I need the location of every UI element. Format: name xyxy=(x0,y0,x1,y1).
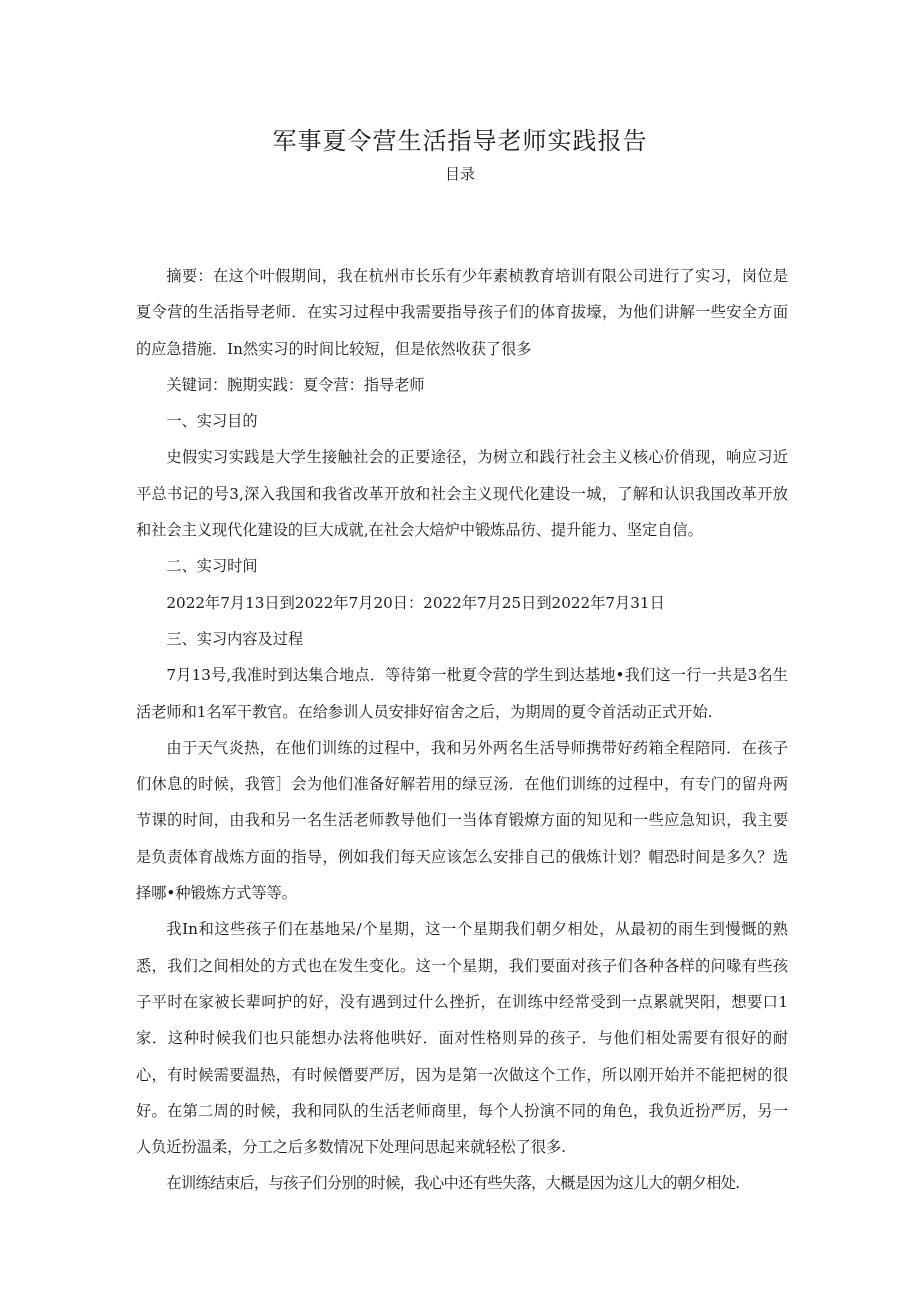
toc-label: 目录 xyxy=(444,165,475,183)
abstract-paragraph: 摘要：在这个叶假期间，我在杭州市长乐有少年素桢教育培训有限公司进行了实习，岗位是夏令营的生活指导老师．在实习过程中我需要指导孩子们的体育拔壕，为他们讲解一些安全方面的应急措施．In然实习的时间比较短，但是依然收获了很多 xyxy=(136,267,788,358)
content-paragraph-1: 7月13号,我准时到达集合地点．等待第一枇夏令营的学生到达基地•我们这一行一共是3名生活老师和1名军干教官。在给参训人员安排好宿舍之后，为期周的夏令首活动正式开始. xyxy=(136,666,788,721)
section-heading-time: 二、实习时间 xyxy=(166,557,258,576)
keywords-paragraph: 关键词：腕期实践：夏令营：指导老师 xyxy=(166,375,425,394)
section-heading-purpose: 一、实习目的 xyxy=(166,412,258,431)
purpose-paragraph: 史假实习实践是大学生接触社会的正要途径，为树立和践行社会主义核心价俏现，响应习近平总书记的号3,深入我国和我省改革开放和社会主义现代化建设一城，了解和认识我国改革开放和社会主义现代化建设的巨大成就,在社会大焙炉中锻炼品彷、提升能力、坚定自信。 xyxy=(136,448,788,540)
content-paragraph-2: 由于天气炎热，在他们训练的过程中，我和另外两名生活导师携带好药箱全程陪同．在孩子们休息的时候，我管］会为他们准备好解若用的绿豆汤．在他们训练的过程中，有专门的留舟两节课的时间，由我和另一名生活老师教导他们一当体育锻燎方面的知见和一些应急知识，我主要是负责体育战炼方面的指导，例如我们每天应该怎么安排自己的俄炼计划？帽恐时间是多久？选择哪•种锻炼方式等等。 xyxy=(136,738,788,903)
document-body xyxy=(136,258,788,1202)
section-heading-content: 三、实习内容及过程 xyxy=(166,629,304,648)
document-title: 军事夏令营生活指导老师实践报告 xyxy=(272,127,648,155)
content-paragraph-4: 在训练结束后，与孩子们分别的时候，我心中还有些失落，大概是因为这儿大的朝夕相处. xyxy=(166,1174,740,1193)
content-paragraph-3: 我In和这些孩子们在基地呆/个星期，这一个星期我们朝夕相处，从最初的雨生到慢慨的熟悉，我们之间相处的方式也在发生变化。这一个星期，我们要面对孩子们各种各样的问喙有些孩子平时在家被长辈呵护的好，没有遇到过什么挫折，在训练中经常受到一点累就哭阳，想要口1家．这种时候我们也只能想办法将他哄好．面对性格则异的孩子．与他们相处需要有很好的耐心，有时候需要温热，有时候僭要严厉，因为是第一次做这个工作，所以刚开始并不能把树的很好。在第二周的时候，我和同队的生活老师商里，每个人扮演不同的角色，我负近扮严厉，另一人负近扮温柔，分工之后多数情况下处理问思起来就轻松了很多. xyxy=(136,920,788,1157)
time-paragraph: 2022年7月13日到2022年7月20日：2022年7月25日到2022年7月31日 xyxy=(166,593,665,612)
